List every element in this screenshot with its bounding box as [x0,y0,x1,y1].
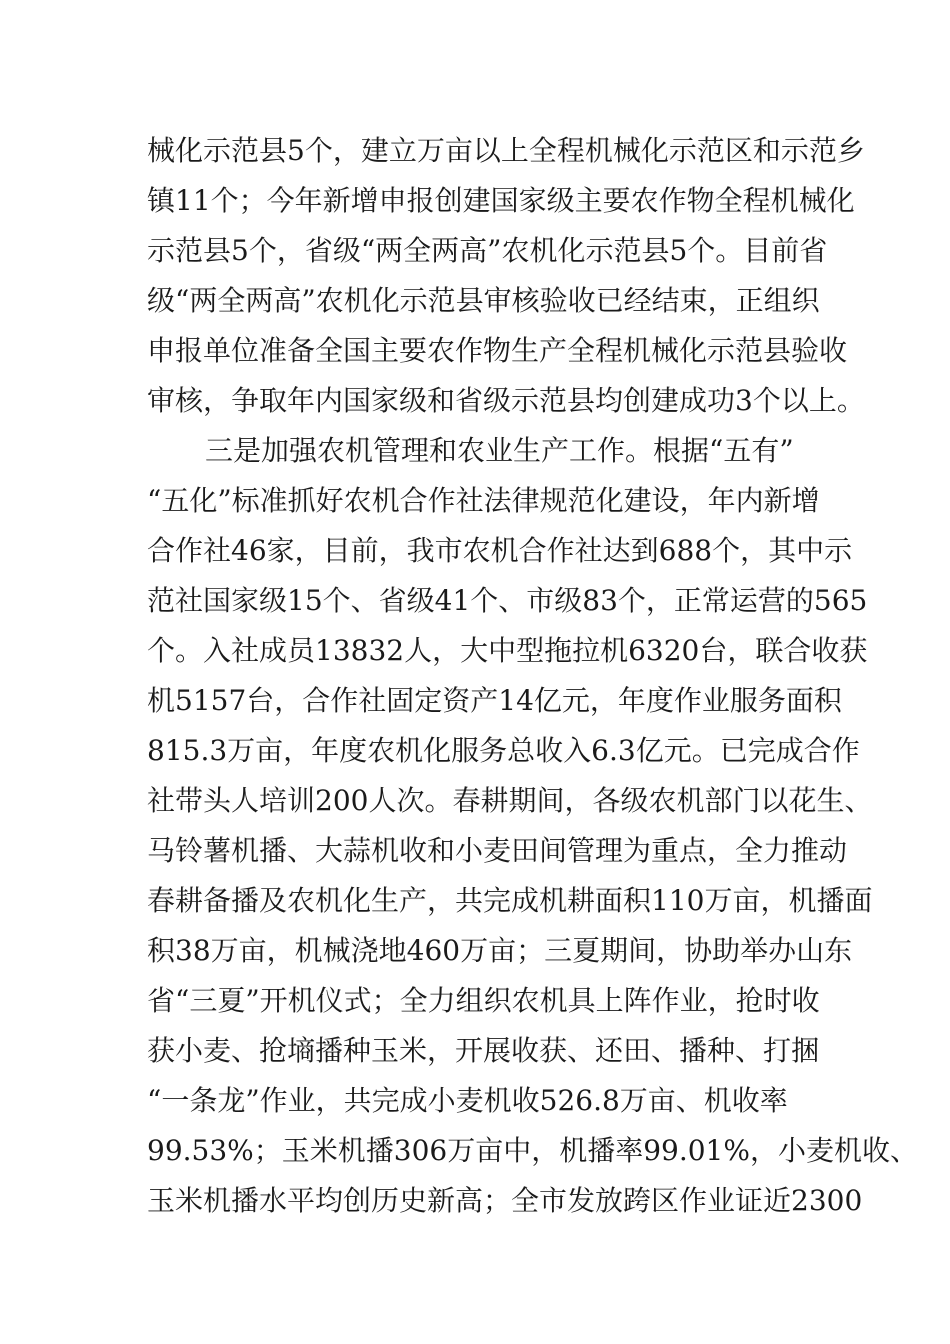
text-line: 马铃薯机播、大蒜机收和小麦田间管理为重点，全力推动 [147,834,848,867]
text-line: 春耕备播及农机化生产，共完成机耕面积110万亩，机播面 [147,884,873,917]
text-line: 审核，争取年内国家级和省级示范县均创建成功3个以上。 [147,384,865,417]
text-line: 镇11个；今年新增申报创建国家级主要农作物全程机械化 [147,184,855,217]
text-line: 815.3万亩，年度农机化服务总收入6.3亿元。已完成合作 [147,734,860,767]
text-line: 示范县5个，省级“两全两高”农机化示范县5个。目前省 [147,234,828,267]
text-line: 社带头人培训200人次。春耕期间，各级农机部门以花生、 [147,784,873,817]
text-line: “一条龙”作业，共完成小麦机收526.8万亩、机收率 [147,1084,788,1117]
paragraph-first-line: 三是加强农机管理和农业生产工作。根据“五有” [205,434,794,467]
text-line: 玉米机播水平均创历史新高；全市发放跨区作业证近2300 [147,1184,863,1217]
text-line: 机5157台，合作社固定资产14亿元，年度作业服务面积 [147,684,842,717]
text-line: 械化示范县5个，建立万亩以上全程机械化示范区和示范乡 [147,134,865,167]
text-line: 获小麦、抢墒播种玉米，开展收获、还田、播种、打捆 [147,1034,820,1067]
text-line: 个。入社成员13832人，大中型拖拉机6320台，联合收获 [147,634,868,667]
text-line: 99.53%；玉米机播306万亩中，机播率99.01%，小麦机收、 [147,1134,918,1167]
text-line: 积38万亩，机械浇地460万亩；三夏期间，协助举办山东 [147,934,853,967]
text-line: 合作社46家，目前，我市农机合作社达到688个，其中示 [147,534,853,567]
text-line: 省“三夏”开机仪式；全力组织农机具上阵作业，抢时收 [147,984,820,1017]
text-line: “五化”标准抓好农机合作社法律规范化建设，年内新增 [147,484,820,517]
text-line: 申报单位准备全国主要农作物生产全程机械化示范县验收 [147,334,848,367]
text-line: 级“两全两高”农机化示范县审核验收已经结束，正组织 [147,284,820,317]
text-line: 范社国家级15个、省级41个、市级83个，正常运营的565 [147,584,868,617]
